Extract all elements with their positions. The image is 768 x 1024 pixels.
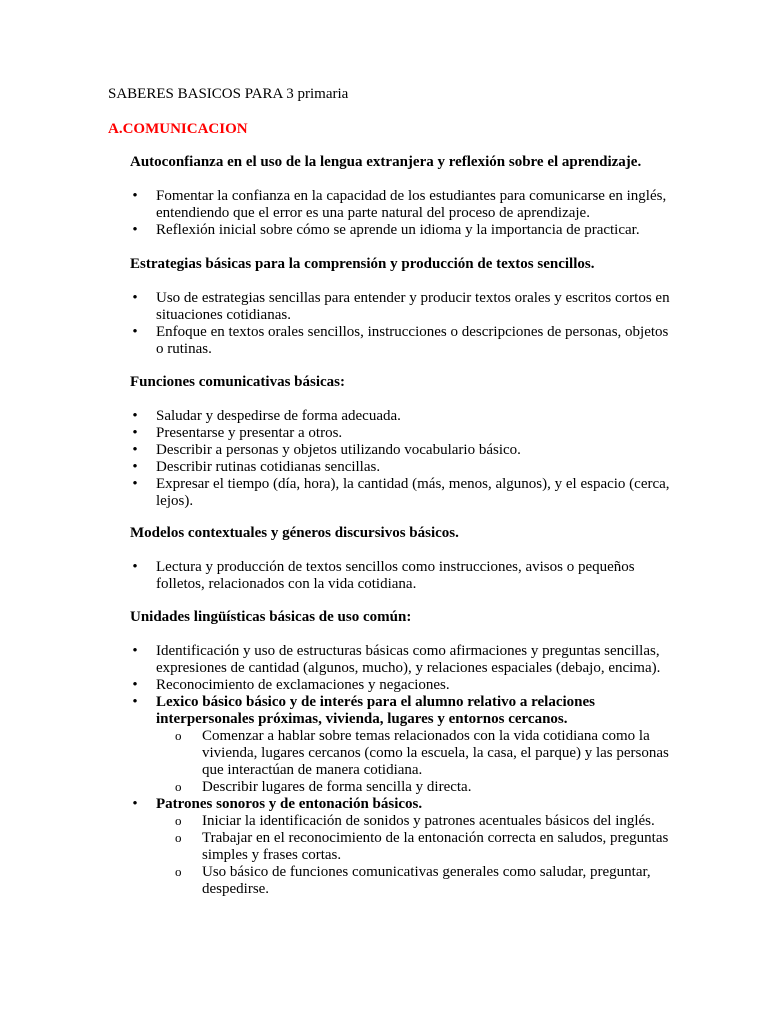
- list-item: [130, 796, 670, 898]
- block-heading: Modelos contextuales y géneros discursivos básicos.: [130, 525, 459, 541]
- bullet-icon: •: [132, 476, 138, 492]
- list-item-text: Saludar y despedirse de forma adecuada.: [156, 408, 401, 424]
- list-item-text: Reflexión inicial sobre cómo se aprende un idioma y la importancia de practicar.: [156, 222, 640, 238]
- content-block: [130, 154, 670, 239]
- content-block: [130, 374, 670, 510]
- sub-bullet-list: [156, 813, 670, 898]
- hollow-bullet-icon: o: [175, 830, 182, 845]
- list-item-text: Patrones sonoros y de entonación básicos.: [156, 796, 423, 812]
- block-heading: Autoconfianza en el uso de la lengua extranjera y reflexión sobre el aprendizaje.: [130, 154, 642, 170]
- block-heading: Funciones comunicativas básicas:: [130, 374, 346, 390]
- bullet-icon: •: [132, 442, 138, 458]
- list-item: [130, 442, 670, 459]
- list-item: [130, 408, 670, 425]
- sub-list-item-text: Trabajar en el reconocimiento de la entonación correcta en saludos, preguntas simples y frases cortas.: [202, 830, 669, 863]
- list-item: [130, 459, 670, 476]
- sub-list-item-text: Describir lugares de forma sencilla y directa.: [202, 779, 472, 795]
- section-heading: A.COMUNICACION: [108, 121, 248, 137]
- list-item: [130, 559, 670, 593]
- sub-list-item-text: Iniciar la identificación de sonidos y patrones acentuales básicos del inglés.: [202, 813, 655, 829]
- list-item: [130, 188, 670, 222]
- sub-bullet-list: [156, 728, 670, 796]
- list-item: [130, 290, 670, 324]
- block-heading: Unidades lingüísticas básicas de uso común:: [130, 609, 412, 625]
- list-item: [130, 643, 670, 677]
- list-item-text: Describir rutinas cotidianas sencillas.: [156, 459, 381, 475]
- list-item-text: Lexico básico básico y de interés para el alumno relativo a relaciones interpersonales próximas, vivienda, lugares y entornos cercanos.: [156, 694, 595, 727]
- bullet-list: [130, 559, 670, 593]
- sub-list-item: [156, 830, 670, 864]
- bullet-icon: •: [132, 677, 138, 693]
- bullet-list: [130, 408, 670, 510]
- bullet-icon: •: [132, 694, 138, 710]
- bullet-icon: •: [132, 796, 138, 812]
- hollow-bullet-icon: o: [175, 728, 182, 743]
- bullet-icon: •: [132, 324, 138, 340]
- list-item: [130, 324, 670, 358]
- bullet-icon: •: [132, 425, 138, 441]
- list-item: [130, 476, 670, 510]
- list-item: [130, 694, 670, 796]
- list-item-text: Reconocimiento de exclamaciones y negaciones.: [156, 677, 450, 693]
- bullet-list: [130, 643, 670, 898]
- sub-list-item-text: Uso básico de funciones comunicativas generales como saludar, preguntar, despedirse.: [202, 864, 651, 897]
- list-item-text: Fomentar la confianza en la capacidad de los estudiantes para comunicarse en inglés, entendiendo que el error es una parte natural del proceso de aprendizaje.: [156, 188, 667, 221]
- bullet-icon: •: [132, 559, 138, 575]
- bullet-list: [130, 188, 670, 239]
- sub-list-item-text: Comenzar a hablar sobre temas relacionados con la vida cotidiana como la vivienda, lugares cercanos (como la escuela, la casa, el parque) y las personas que interactúan de manera cotidiana.: [202, 728, 669, 778]
- block-heading: Estrategias básicas para la comprensión y producción de textos sencillos.: [130, 256, 595, 272]
- sub-list-item: [156, 813, 670, 830]
- list-item: [130, 425, 670, 442]
- list-item-text: Presentarse y presentar a otros.: [156, 425, 343, 441]
- bullet-icon: •: [132, 188, 138, 204]
- list-item-text: Expresar el tiempo (día, hora), la cantidad (más, menos, algunos), y el espacio (cerca, lejos).: [156, 476, 670, 509]
- list-item-text: Describir a personas y objetos utilizando vocabulario básico.: [156, 442, 521, 458]
- list-item-text: Uso de estrategias sencillas para entender y producir textos orales y escritos cortos en situaciones cotidianas.: [156, 290, 670, 323]
- list-item-text: Lectura y producción de textos sencillos como instrucciones, avisos o pequeños folletos, relacionados con la vida cotidiana.: [156, 559, 635, 592]
- list-item: [130, 222, 670, 239]
- sub-list-item: [156, 864, 670, 898]
- content-block: [130, 525, 670, 593]
- list-item: [130, 677, 670, 694]
- hollow-bullet-icon: o: [175, 813, 182, 828]
- sub-list-item: [156, 728, 670, 779]
- bullet-icon: •: [132, 643, 138, 659]
- hollow-bullet-icon: o: [175, 864, 182, 879]
- content-block: [130, 256, 670, 358]
- bullet-list: [130, 290, 670, 358]
- document-title: SABERES BASICOS PARA 3 primaria: [108, 86, 349, 102]
- content-block: [130, 609, 670, 898]
- list-item-text: Identificación y uso de estructuras básicas como afirmaciones y preguntas sencillas, expresiones de cantidad (algunos, mucho), y relaciones espaciales (debajo, encima).: [156, 643, 661, 676]
- hollow-bullet-icon: o: [175, 779, 182, 794]
- bullet-icon: •: [132, 290, 138, 306]
- list-item-text: Enfoque en textos orales sencillos, instrucciones o descripciones de personas, objetos o rutinas.: [156, 324, 669, 357]
- sub-list-item: [156, 779, 670, 796]
- bullet-icon: •: [132, 459, 138, 475]
- bullet-icon: •: [132, 408, 138, 424]
- bullet-icon: •: [132, 222, 138, 238]
